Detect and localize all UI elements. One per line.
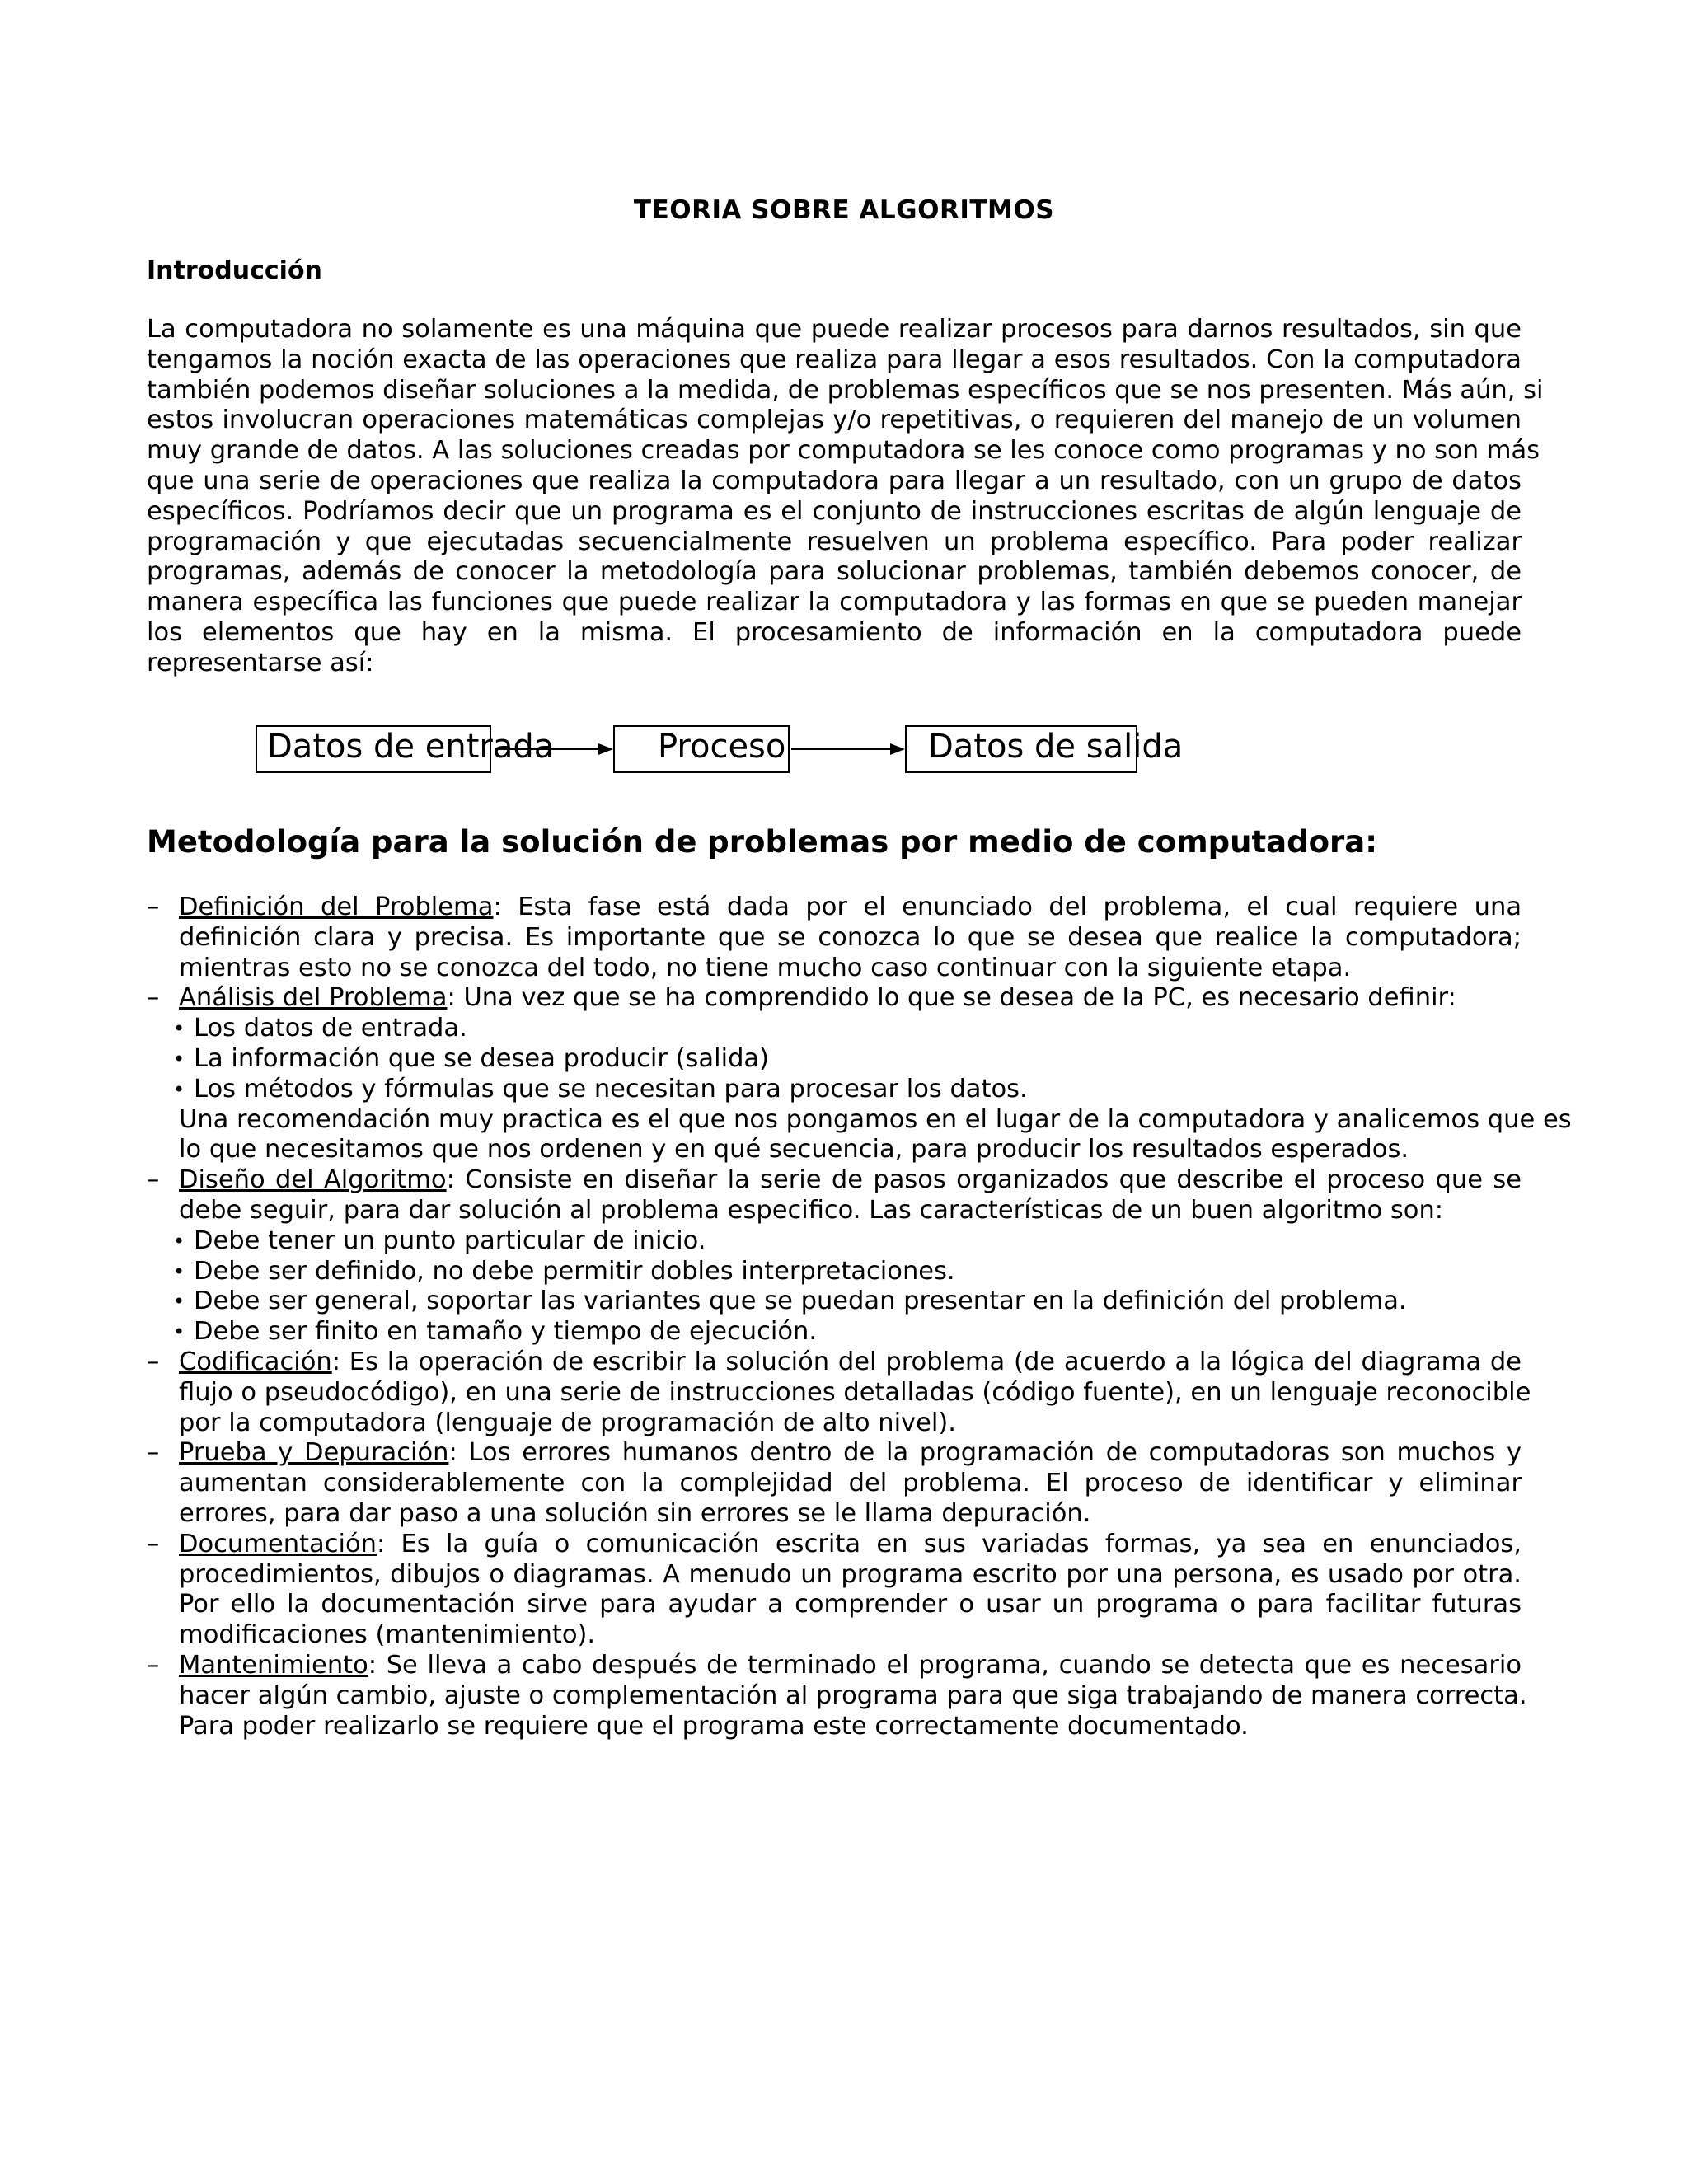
item-text: : Consiste en diseñar la serie de pasos organizados que describe el proceso que se xyxy=(446,1165,1522,1195)
dash-marker: – xyxy=(147,1347,160,1376)
intro-line: tengamos la noción exacta de las operaciones que realiza para llegar a esos resultados. Con la computadora xyxy=(147,344,1522,374)
intro-line: estos involucran operaciones matemáticas complejas y/o repetitivas, o requieren del manejo de un volumen xyxy=(147,405,1522,435)
arrow-head-2 xyxy=(890,743,905,755)
intro-line: específicos. Podríamos decir que un programa es el conjunto de instrucciones escritas de algún lenguaje de xyxy=(147,496,1522,526)
item-line: procedimientos, dibujos o diagramas. A menudo un programa escrito por una persona, es usado por otra. xyxy=(179,1559,1522,1589)
analisis-bullets xyxy=(147,1014,1522,1104)
term-diseno: Diseño del Algoritmo xyxy=(179,1165,447,1195)
term-definicion: Definición del Problema xyxy=(179,893,494,921)
process-label: Proceso xyxy=(658,728,786,766)
item-line: debe seguir, para dar solución al problema especifico. Las características de un buen algoritmo son: xyxy=(179,1195,1444,1225)
methodology-list xyxy=(147,893,1572,1741)
dash-marker: – xyxy=(147,893,160,921)
intro-line: manera específica las funciones que puede realizar la computadora y las formas en que se pueden manejar xyxy=(147,588,1522,617)
item-line xyxy=(179,1347,1522,1378)
page-title: TEORIA SOBRE ALGORITMOS xyxy=(633,195,1055,225)
item-text: : Se lleva a cabo después de terminado el programa, cuando se detecta que es necesario xyxy=(368,1650,1522,1680)
bullet-item xyxy=(171,1075,1522,1105)
bullet-dot: • xyxy=(173,1320,185,1344)
dash-marker: – xyxy=(147,1529,160,1558)
bullet-item xyxy=(171,1317,1522,1347)
bullet-item xyxy=(171,1286,1522,1317)
list-item-documentacion xyxy=(147,1530,1522,1651)
item-line: Una recomendación muy practica es el que nos pongamos en el lugar de la computadora y analicemos que es xyxy=(179,1104,1572,1134)
item-text: : Es la guía o comunicación escrita en sus variadas formas, ya sea en enunciados, xyxy=(376,1529,1522,1558)
bullet-item xyxy=(171,1044,1522,1075)
item-text: : Esta fase está dada por el enunciado del problema, el cual requiere una xyxy=(493,893,1522,921)
bullet-text: Debe ser finito en tamaño y tiempo de ejecución. xyxy=(194,1317,818,1347)
item-line: lo que necesitamos que nos ordenen y en qué secuencia, para producir los resultados esperados. xyxy=(179,1135,1409,1165)
item-line xyxy=(179,983,1522,1014)
flow-arrows xyxy=(0,725,1688,785)
bullet-item xyxy=(171,1257,1522,1287)
item-line: errores, para dar paso a una solución sin errores se le llama depuración. xyxy=(179,1498,1091,1528)
list-item-prueba xyxy=(147,1438,1522,1529)
bullet-text: La información que se desea producir (salida) xyxy=(194,1043,770,1073)
item-line xyxy=(179,1530,1522,1560)
term-documentacion: Documentación xyxy=(179,1529,377,1558)
item-line xyxy=(179,893,1522,923)
item-line: modificaciones (mantenimiento). xyxy=(179,1620,596,1650)
list-item-mantenimiento xyxy=(147,1650,1527,1741)
intro-line: los elementos que hay en la misma. El procesamiento de información en la computadora puede xyxy=(147,617,1522,647)
item-line xyxy=(179,1651,1522,1681)
item-line xyxy=(179,1438,1522,1469)
arrow-head-1 xyxy=(598,743,613,755)
analisis-recommendation xyxy=(147,1104,1572,1166)
dash-marker: – xyxy=(147,1438,160,1468)
item-line: mientras esto no se conozca del todo, no tiene mucho caso continuar con la siguiente etapa. xyxy=(179,953,1352,982)
output-label: Datos de salida xyxy=(928,728,1184,766)
intro-line: que una serie de operaciones que realiza la computadora para llegar a un resultado, con un grupo de datos xyxy=(147,466,1522,495)
intro-line: representarse así: xyxy=(147,648,374,677)
bullet-text: Los datos de entrada. xyxy=(194,1014,467,1043)
bullet-dot: • xyxy=(173,1229,185,1253)
intro-line: programación y que ejecutadas secuencialmente resuelven un problema específico. Para poder realizar xyxy=(147,527,1522,556)
bullet-dot: • xyxy=(173,1047,185,1071)
list-item-codificacion xyxy=(147,1347,1531,1438)
list-item-definicion xyxy=(147,893,1522,983)
item-line: flujo o pseudocódigo), en una serie de instrucciones detalladas (código fuente), en un lenguaje reconocible xyxy=(179,1377,1531,1407)
term-prueba: Prueba y Depuración xyxy=(179,1438,449,1468)
item-line: aumentan considerablemente con la complejidad del problema. El proceso de identificar y eliminar xyxy=(179,1469,1522,1498)
intro-line: La computadora no solamente es una máquina que puede realizar procesos para darnos resultados, sin que xyxy=(147,315,1522,344)
item-text: : Es la operación de escribir la solución del problema (de acuerdo a la lógica del diagrama de xyxy=(331,1347,1522,1376)
item-line: Por ello la documentación sirve para ayudar a comprender o usar un programa o para facilitar futuras xyxy=(179,1590,1522,1619)
term-codificacion: Codificación xyxy=(179,1347,332,1376)
item-line: hacer algún cambio, ajuste o complementación al programa para que siga trabajando de manera correcta. xyxy=(179,1680,1527,1710)
process-flow-diagram xyxy=(0,725,1688,785)
intro-line: también podemos diseñar soluciones a la medida, de problemas específicos que se nos presenten. Más aún, si xyxy=(147,375,1544,405)
methodology-heading: Metodología para la solución de problemas por medio de computadora: xyxy=(147,824,1378,860)
intro-heading: Introducción xyxy=(147,256,322,285)
item-line: definición clara y precisa. Es importante que se conozca lo que se desea que realice la computadora; xyxy=(179,922,1522,952)
item-text: : Una vez que se ha comprendido lo que se desea de la PC, es necesario definir: xyxy=(447,983,1456,1013)
list-item-analisis xyxy=(147,983,1522,1014)
input-label: Datos de entrada xyxy=(267,728,555,766)
term-mantenimiento: Mantenimiento xyxy=(179,1650,368,1680)
bullet-item xyxy=(171,1014,1522,1044)
item-line xyxy=(179,1165,1522,1196)
dash-marker: – xyxy=(147,983,160,1013)
bullet-text: Los métodos y fórmulas que se necesitan para procesar los datos. xyxy=(194,1074,1028,1104)
item-line: Para poder realizarlo se requiere que el programa este correctamente documentado. xyxy=(179,1711,1249,1741)
bullet-text: Debe tener un punto particular de inicio. xyxy=(194,1226,706,1255)
intro-paragraph xyxy=(147,315,1544,679)
intro-line: programas, además de conocer la metodología para solucionar problemas, también debemos conocer, de xyxy=(147,557,1522,587)
list-item-diseno xyxy=(147,1165,1522,1226)
bullet-dot: • xyxy=(173,1290,185,1314)
dash-marker: – xyxy=(147,1650,160,1680)
bullet-dot: • xyxy=(173,1077,185,1101)
bullet-dot: • xyxy=(173,1017,185,1041)
diseno-bullets xyxy=(147,1226,1522,1347)
bullet-dot: • xyxy=(173,1259,185,1283)
dash-marker: – xyxy=(147,1165,160,1195)
bullet-item xyxy=(171,1226,1522,1257)
item-line: por la computadora (lenguaje de programación de alto nivel). xyxy=(179,1408,956,1437)
term-analisis: Análisis del Problema xyxy=(179,983,448,1013)
item-text: : Los errores humanos dentro de la programación de computadoras son muchos y xyxy=(448,1438,1522,1468)
bullet-text: Debe ser definido, no debe permitir dobles interpretaciones. xyxy=(194,1256,955,1286)
bullet-text: Debe ser general, soportar las variantes que se puedan presentar en la definición del problema. xyxy=(194,1286,1407,1316)
intro-line: muy grande de datos. A las soluciones creadas por computadora se les conoce como programas y no son más xyxy=(147,436,1540,466)
